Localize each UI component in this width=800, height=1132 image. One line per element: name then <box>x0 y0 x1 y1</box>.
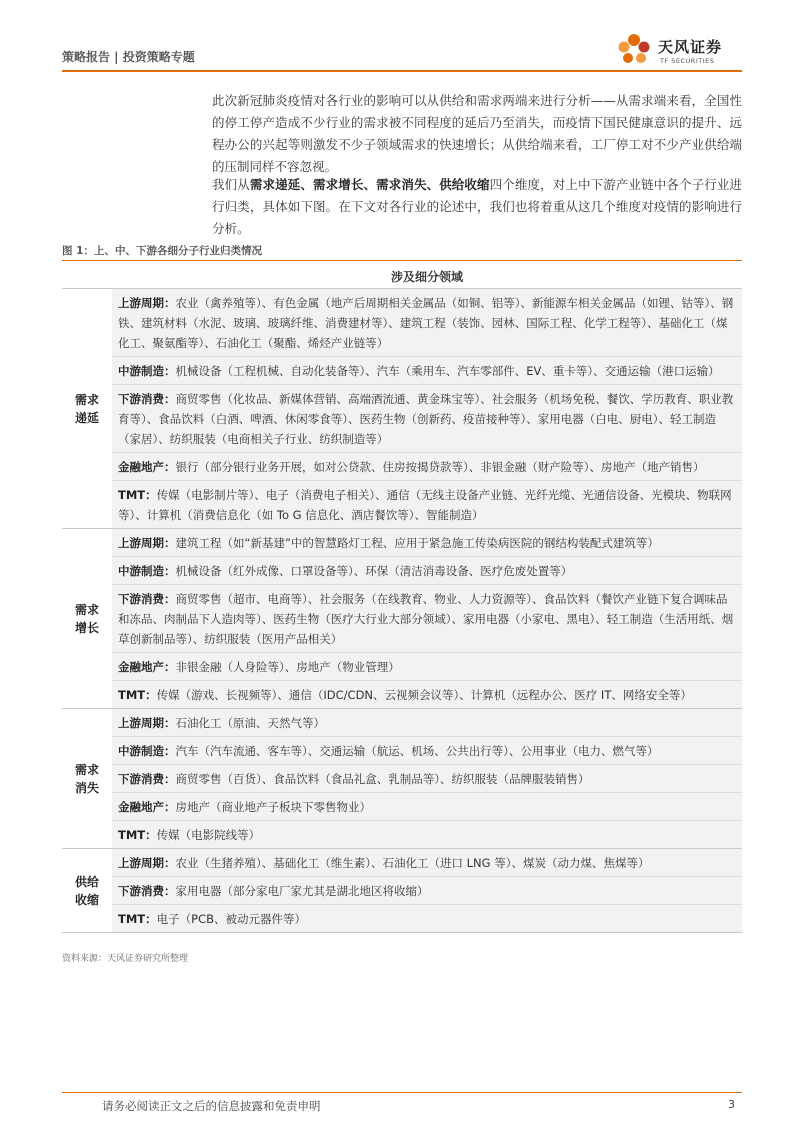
row-sector: TMT： <box>118 488 157 502</box>
row-details: 商贸零售（化妆品、新媒体营销、高端酒流通、黄金珠宝等）、社会服务（机场免税、餐饮、学历教育、职业教育等）、食品饮料（白酒、啤酒、休闲零食等）、医药生物（创新药、疫苗接种等）、家用电器（白电、厨电）、轻工制造（家居）、纺织服装（电商相关子行业、纺织制造等） <box>118 392 734 446</box>
table-row <box>112 452 742 480</box>
table-row <box>112 289 742 356</box>
figure-title: 图 1：上、中、下游各细分子行业归类情况 <box>62 245 262 257</box>
row-sector: 下游消费： <box>118 392 176 406</box>
row-sector: TMT： <box>118 688 157 702</box>
table-group <box>62 709 742 849</box>
row-sector: 中游制造： <box>118 364 176 378</box>
table-group <box>62 289 742 529</box>
group-label <box>62 289 112 528</box>
table-row <box>112 480 742 528</box>
report-category: 策略报告 | 投资策略专题 <box>62 50 195 64</box>
row-details: 传媒（电影院线等） <box>156 828 261 842</box>
classification-table <box>62 262 742 933</box>
row-details: 传媒（电影制片等）、电子（消费电子相关）、通信（无线主设备产业链、光纤光缆、光通信设备、光模块、物联网等）、计算机（消费信息化（如 To G 信息化、酒店餐饮等）、智能制造） <box>118 488 732 522</box>
header-divider <box>62 70 742 72</box>
table-row <box>112 652 742 680</box>
table-header <box>62 262 742 289</box>
group-label-text: 收缩 <box>75 892 100 907</box>
row-sector: 中游制造： <box>118 564 176 578</box>
row-sector: 金融地产： <box>118 460 176 474</box>
footer-disclaimer: 请务必阅读正文之后的信息披露和免责申明 <box>102 1099 321 1113</box>
row-details: 汽车（汽车流通、客车等）、交通运输（航运、机场、公共出行等）、公用事业（电力、燃气等） <box>175 744 659 758</box>
table-row <box>112 529 742 556</box>
table-row <box>112 680 742 708</box>
figure-source: 资料来源：天风证券研究所整理 <box>62 954 189 964</box>
row-details: 家用电器（部分家电厂家尤其是湖北地区将收缩） <box>175 884 429 898</box>
row-sector: TMT： <box>118 912 157 926</box>
logo-name-en: TF SECURITIES <box>660 57 715 65</box>
page-header <box>62 38 742 68</box>
table-row <box>112 764 742 792</box>
table-row <box>112 584 742 652</box>
method-dimensions: 需求递延、需求增长、需求消失、供给收缩 <box>249 177 490 192</box>
row-sector: 金融地产： <box>118 800 176 814</box>
group-label-text: 需求 <box>75 602 100 617</box>
group-label-text: 供给 <box>75 874 100 889</box>
row-details: 银行（部分银行业务开展，如对公贷款、住房按揭贷款等）、非银金融（财产险等）、房地产（地产销售） <box>175 460 705 474</box>
row-details: 商贸零售（百货）、食品饮料（食品礼盒、乳制品等）、纺织服装（品牌服装销售） <box>175 772 590 786</box>
row-sector: 上游周期： <box>118 716 176 730</box>
column-header: 涉及细分领域 <box>390 270 463 284</box>
footer-divider <box>62 1092 742 1093</box>
table-row <box>112 876 742 904</box>
row-sector: 中游制造： <box>118 744 176 758</box>
table-row <box>112 849 742 876</box>
row-sector: 下游消费： <box>118 592 176 606</box>
group-label-text: 需求 <box>75 762 100 777</box>
table-group <box>62 529 742 709</box>
group-label <box>62 529 112 708</box>
row-details: 商贸零售（超市、电商等）、社会服务（在线教育、物业、人力资源等）、食品饮料（餐饮产业链下复合调味品和冻品、肉制品下人造肉等）、医药生物（医疗大行业大部分领域）、家用电器（小家电、黑电）、轻工制造（生活用纸、烟草创新制品等）、纺织服装（医用产品相关） <box>118 592 734 646</box>
table-row <box>112 736 742 764</box>
page-number: 3 <box>728 1098 735 1111</box>
row-sector: TMT： <box>118 828 157 842</box>
row-sector: 上游周期： <box>118 296 176 310</box>
row-sector: 金融地产： <box>118 660 176 674</box>
method-paragraph <box>212 174 742 240</box>
figure-divider <box>62 260 742 261</box>
group-rows <box>112 709 742 848</box>
table-body <box>62 289 742 933</box>
company-logo <box>612 30 742 70</box>
method-suffix: 四个维度，对上中下游产业链中各个子行业进行归类，具体如下图。在下文对各行业的论述中，我们也将着重从这几个维度对疫情的影响进行分析。 <box>212 177 742 236</box>
logo-name-cn: 天风证券 <box>658 38 723 56</box>
group-label-text: 增长 <box>75 620 100 635</box>
group-label-text: 需求 <box>75 392 100 407</box>
table-row <box>112 356 742 384</box>
row-details: 房地产（商业地产子板块下零售物业） <box>175 800 371 814</box>
row-sector: 上游周期： <box>118 536 176 550</box>
table-row <box>112 384 742 452</box>
row-details: 机械设备（红外成像、口罩设备等）、环保（清洁消毒设备、医疗危废处置等） <box>175 564 573 578</box>
row-details: 石油化工（原油、天然气等） <box>175 716 325 730</box>
group-rows <box>112 849 742 932</box>
row-details: 机械设备（工程机械、自动化装备等）、汽车（乘用车、汽车零部件、EV、重卡等）、交通运输（港口运输） <box>175 364 720 378</box>
group-label <box>62 849 112 932</box>
row-details: 农业（生猪养殖）、基础化工（维生素）、石油化工（进口 LNG 等）、煤炭（动力煤、焦煤等） <box>175 856 650 870</box>
table-group <box>62 849 742 933</box>
row-sector: 下游消费： <box>118 772 176 786</box>
group-label-text: 递延 <box>75 410 100 425</box>
row-sector: 上游周期： <box>118 856 176 870</box>
row-details: 传媒（游戏、长视频等）、通信（IDC/CDN、云视频会议等）、计算机（远程办公、医疗 IT、网络安全等） <box>156 688 692 702</box>
table-row <box>112 904 742 932</box>
row-details: 建筑工程（如“新基建”中的智慧路灯工程、应用于紧急施工传染病医院的钢结构装配式建筑等） <box>175 536 659 550</box>
group-label-text: 消失 <box>75 780 100 795</box>
row-details: 农业（禽养殖等）、有色金属（地产后周期相关金属品（如铜、铝等）、新能源车相关金属品（如锂、钴等）、钢铁、建筑材料（水泥、玻璃、玻璃纤维、消费建材等）、建筑工程（装饰、园林、国际工程、化学工程等）、基础化工（煤化工、聚氨酯等）、石油化工（聚酯、烯烃产业链等） <box>118 296 734 350</box>
table-row <box>112 792 742 820</box>
group-rows <box>112 289 742 528</box>
table-row <box>112 709 742 736</box>
logo-flower-icon <box>612 30 656 70</box>
table-row <box>112 556 742 584</box>
group-label <box>62 709 112 848</box>
group-rows <box>112 529 742 708</box>
row-details: 非银金融（人身险等）、房地产（物业管理） <box>175 660 400 674</box>
row-details: 电子（PCB、被动元器件等） <box>156 912 306 926</box>
intro-paragraph: 此次新冠肺炎疫情对各行业的影响可以从供给和需求两端来进行分析——从需求端来看，全国性的停工停产造成不少行业的需求被不同程度的延后乃至消失，而疫情下国民健康意识的提升、远程办公的兴起等则激发不少子领域需求的快速增长；从供给端来看，工厂停工对不少产业供给端的压制同样不容忽视。 <box>212 93 742 174</box>
row-sector: 下游消费： <box>118 884 176 898</box>
method-prefix: 我们从 <box>212 177 250 192</box>
table-row <box>112 820 742 848</box>
